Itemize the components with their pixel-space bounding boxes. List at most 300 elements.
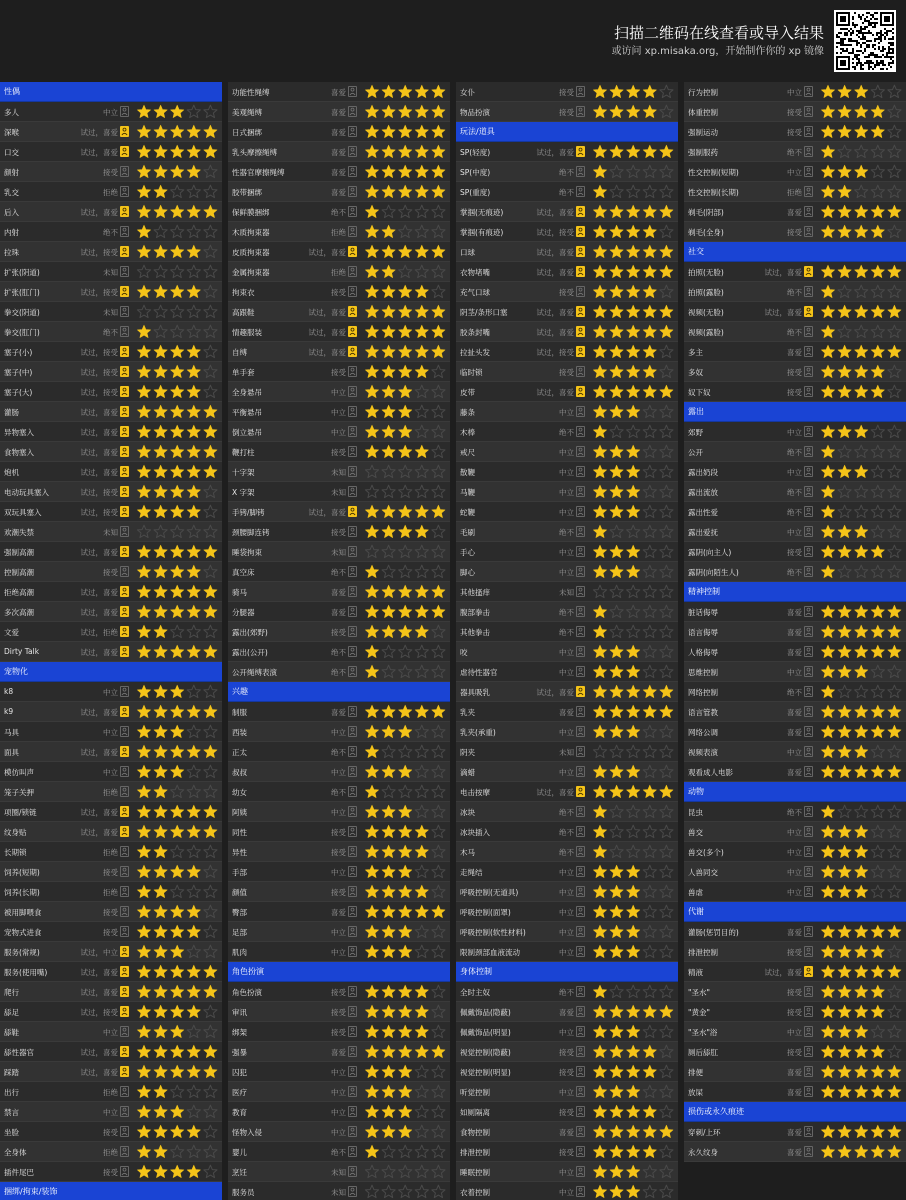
star-empty-icon[interactable] bbox=[204, 505, 217, 517]
star-filled-icon[interactable] bbox=[838, 305, 851, 317]
star-filled-icon[interactable] bbox=[382, 245, 395, 257]
star-empty-icon[interactable] bbox=[888, 945, 901, 957]
star-filled-icon[interactable] bbox=[204, 705, 217, 717]
star-filled-icon[interactable] bbox=[399, 345, 412, 357]
rating-stars[interactable] bbox=[364, 364, 448, 380]
rating-stars[interactable] bbox=[592, 504, 676, 520]
star-empty-icon[interactable] bbox=[871, 665, 884, 677]
star-filled-icon[interactable] bbox=[154, 885, 167, 897]
star-filled-icon[interactable] bbox=[432, 305, 445, 317]
tried-person-icon[interactable] bbox=[804, 326, 813, 337]
star-empty-icon[interactable] bbox=[187, 1105, 200, 1117]
star-empty-icon[interactable] bbox=[660, 585, 673, 597]
star-filled-icon[interactable] bbox=[838, 105, 851, 117]
star-filled-icon[interactable] bbox=[888, 1125, 901, 1137]
rating-stars[interactable] bbox=[820, 364, 904, 380]
star-filled-icon[interactable] bbox=[821, 125, 834, 137]
star-empty-icon[interactable] bbox=[154, 325, 167, 337]
tried-person-icon[interactable] bbox=[120, 906, 129, 917]
star-filled-icon[interactable] bbox=[643, 385, 656, 397]
star-empty-icon[interactable] bbox=[855, 185, 868, 197]
star-empty-icon[interactable] bbox=[610, 525, 623, 537]
star-filled-icon[interactable] bbox=[627, 1145, 640, 1157]
star-filled-icon[interactable] bbox=[627, 1165, 640, 1177]
rating-stars[interactable] bbox=[364, 184, 448, 200]
star-filled-icon[interactable] bbox=[415, 505, 428, 517]
star-filled-icon[interactable] bbox=[204, 1065, 217, 1077]
star-filled-icon[interactable] bbox=[593, 305, 606, 317]
star-empty-icon[interactable] bbox=[137, 525, 150, 537]
star-filled-icon[interactable] bbox=[204, 205, 217, 217]
tried-person-icon[interactable] bbox=[120, 406, 129, 417]
preference-row[interactable] bbox=[228, 1102, 450, 1122]
tried-person-icon[interactable] bbox=[576, 406, 585, 417]
star-filled-icon[interactable] bbox=[365, 185, 378, 197]
tried-person-icon[interactable] bbox=[120, 186, 129, 197]
preference-row[interactable] bbox=[0, 222, 222, 242]
star-filled-icon[interactable] bbox=[593, 525, 606, 537]
star-empty-icon[interactable] bbox=[187, 765, 200, 777]
star-filled-icon[interactable] bbox=[365, 865, 378, 877]
tried-person-icon[interactable] bbox=[120, 1146, 129, 1157]
preference-row[interactable] bbox=[684, 442, 906, 462]
tried-person-icon[interactable] bbox=[348, 406, 357, 417]
star-filled-icon[interactable] bbox=[627, 325, 640, 337]
star-filled-icon[interactable] bbox=[871, 545, 884, 557]
star-empty-icon[interactable] bbox=[838, 325, 851, 337]
star-empty-icon[interactable] bbox=[187, 885, 200, 897]
tried-person-icon[interactable] bbox=[576, 346, 585, 357]
star-filled-icon[interactable] bbox=[382, 405, 395, 417]
star-filled-icon[interactable] bbox=[593, 1085, 606, 1097]
rating-stars[interactable] bbox=[820, 104, 904, 120]
star-filled-icon[interactable] bbox=[154, 1005, 167, 1017]
rating-stars[interactable] bbox=[820, 444, 904, 460]
star-filled-icon[interactable] bbox=[365, 645, 378, 657]
tried-person-icon[interactable] bbox=[804, 566, 813, 577]
rating-stars[interactable] bbox=[136, 404, 220, 420]
star-filled-icon[interactable] bbox=[415, 165, 428, 177]
star-filled-icon[interactable] bbox=[187, 1065, 200, 1077]
star-empty-icon[interactable] bbox=[660, 905, 673, 917]
rating-stars[interactable] bbox=[820, 964, 904, 980]
tried-person-icon[interactable] bbox=[348, 1066, 357, 1077]
star-empty-icon[interactable] bbox=[204, 245, 217, 257]
star-empty-icon[interactable] bbox=[871, 825, 884, 837]
star-empty-icon[interactable] bbox=[154, 525, 167, 537]
preference-row[interactable] bbox=[0, 982, 222, 1002]
tried-person-icon[interactable] bbox=[804, 486, 813, 497]
star-empty-icon[interactable] bbox=[660, 1185, 673, 1197]
star-filled-icon[interactable] bbox=[855, 765, 868, 777]
star-filled-icon[interactable] bbox=[365, 305, 378, 317]
star-empty-icon[interactable] bbox=[415, 545, 428, 557]
preference-row[interactable] bbox=[0, 1082, 222, 1102]
star-filled-icon[interactable] bbox=[154, 945, 167, 957]
star-filled-icon[interactable] bbox=[137, 605, 150, 617]
preference-row[interactable] bbox=[228, 542, 450, 562]
preference-row[interactable] bbox=[684, 262, 906, 282]
rating-stars[interactable] bbox=[364, 1064, 448, 1080]
star-filled-icon[interactable] bbox=[821, 265, 834, 277]
star-filled-icon[interactable] bbox=[627, 785, 640, 797]
preference-row[interactable] bbox=[684, 562, 906, 582]
star-empty-icon[interactable] bbox=[399, 665, 412, 677]
star-filled-icon[interactable] bbox=[137, 505, 150, 517]
preference-row[interactable] bbox=[684, 922, 906, 942]
star-empty-icon[interactable] bbox=[643, 665, 656, 677]
star-filled-icon[interactable] bbox=[643, 1125, 656, 1137]
preference-row[interactable] bbox=[456, 522, 678, 542]
rating-stars[interactable] bbox=[364, 644, 448, 660]
tried-person-icon[interactable] bbox=[576, 846, 585, 857]
star-filled-icon[interactable] bbox=[888, 205, 901, 217]
star-filled-icon[interactable] bbox=[415, 845, 428, 857]
star-filled-icon[interactable] bbox=[137, 985, 150, 997]
preference-row[interactable] bbox=[0, 562, 222, 582]
star-filled-icon[interactable] bbox=[365, 1065, 378, 1077]
preference-row[interactable] bbox=[456, 182, 678, 202]
preference-row[interactable] bbox=[684, 1022, 906, 1042]
star-empty-icon[interactable] bbox=[888, 1025, 901, 1037]
rating-stars[interactable] bbox=[592, 1004, 676, 1020]
star-filled-icon[interactable] bbox=[171, 245, 184, 257]
preference-row[interactable] bbox=[0, 1162, 222, 1182]
star-filled-icon[interactable] bbox=[137, 205, 150, 217]
star-filled-icon[interactable] bbox=[399, 165, 412, 177]
star-filled-icon[interactable] bbox=[593, 105, 606, 117]
star-empty-icon[interactable] bbox=[660, 1065, 673, 1077]
star-empty-icon[interactable] bbox=[432, 1085, 445, 1097]
star-filled-icon[interactable] bbox=[627, 225, 640, 237]
star-filled-icon[interactable] bbox=[187, 485, 200, 497]
star-filled-icon[interactable] bbox=[382, 505, 395, 517]
tried-person-icon[interactable] bbox=[804, 1026, 813, 1037]
star-empty-icon[interactable] bbox=[415, 385, 428, 397]
star-filled-icon[interactable] bbox=[154, 1165, 167, 1177]
star-empty-icon[interactable] bbox=[838, 565, 851, 577]
rating-stars[interactable] bbox=[136, 864, 220, 880]
star-filled-icon[interactable] bbox=[187, 145, 200, 157]
tried-person-icon[interactable] bbox=[576, 786, 585, 797]
star-filled-icon[interactable] bbox=[855, 525, 868, 537]
star-empty-icon[interactable] bbox=[660, 345, 673, 357]
rating-stars[interactable] bbox=[136, 304, 220, 320]
tried-person-icon[interactable] bbox=[576, 426, 585, 437]
tried-person-icon[interactable] bbox=[348, 646, 357, 657]
star-filled-icon[interactable] bbox=[610, 245, 623, 257]
rating-stars[interactable] bbox=[364, 1144, 448, 1160]
star-filled-icon[interactable] bbox=[627, 485, 640, 497]
tried-person-icon[interactable] bbox=[804, 306, 813, 317]
star-filled-icon[interactable] bbox=[627, 705, 640, 717]
preference-row[interactable] bbox=[684, 422, 906, 442]
rating-stars[interactable] bbox=[364, 564, 448, 580]
star-empty-icon[interactable] bbox=[187, 1025, 200, 1037]
preference-row[interactable] bbox=[0, 682, 222, 702]
tried-person-icon[interactable] bbox=[804, 426, 813, 437]
rating-stars[interactable] bbox=[364, 244, 448, 260]
star-filled-icon[interactable] bbox=[821, 285, 834, 297]
tried-person-icon[interactable] bbox=[120, 1166, 129, 1177]
tried-person-icon[interactable] bbox=[576, 1186, 585, 1197]
preference-row[interactable] bbox=[228, 302, 450, 322]
star-filled-icon[interactable] bbox=[154, 785, 167, 797]
star-filled-icon[interactable] bbox=[137, 725, 150, 737]
star-filled-icon[interactable] bbox=[610, 465, 623, 477]
star-filled-icon[interactable] bbox=[855, 605, 868, 617]
rating-stars[interactable] bbox=[136, 464, 220, 480]
preference-row[interactable] bbox=[228, 422, 450, 442]
rating-stars[interactable] bbox=[820, 224, 904, 240]
star-filled-icon[interactable] bbox=[855, 105, 868, 117]
star-filled-icon[interactable] bbox=[365, 385, 378, 397]
star-filled-icon[interactable] bbox=[821, 225, 834, 237]
star-filled-icon[interactable] bbox=[838, 185, 851, 197]
star-empty-icon[interactable] bbox=[888, 985, 901, 997]
star-filled-icon[interactable] bbox=[627, 1105, 640, 1117]
star-filled-icon[interactable] bbox=[610, 285, 623, 297]
star-filled-icon[interactable] bbox=[643, 305, 656, 317]
preference-row[interactable] bbox=[684, 1122, 906, 1142]
preference-row[interactable] bbox=[456, 1182, 678, 1200]
star-filled-icon[interactable] bbox=[382, 385, 395, 397]
rating-stars[interactable] bbox=[592, 724, 676, 740]
star-empty-icon[interactable] bbox=[204, 305, 217, 317]
star-empty-icon[interactable] bbox=[187, 105, 200, 117]
rating-stars[interactable] bbox=[820, 924, 904, 940]
tried-person-icon[interactable] bbox=[804, 746, 813, 757]
star-empty-icon[interactable] bbox=[660, 605, 673, 617]
star-empty-icon[interactable] bbox=[382, 565, 395, 577]
star-empty-icon[interactable] bbox=[204, 1085, 217, 1097]
star-filled-icon[interactable] bbox=[382, 765, 395, 777]
tried-person-icon[interactable] bbox=[576, 766, 585, 777]
rating-stars[interactable] bbox=[820, 504, 904, 520]
star-empty-icon[interactable] bbox=[432, 365, 445, 377]
star-empty-icon[interactable] bbox=[432, 745, 445, 757]
star-filled-icon[interactable] bbox=[204, 1045, 217, 1057]
preference-row[interactable] bbox=[684, 342, 906, 362]
star-filled-icon[interactable] bbox=[593, 685, 606, 697]
tried-person-icon[interactable] bbox=[120, 446, 129, 457]
star-filled-icon[interactable] bbox=[137, 1145, 150, 1157]
star-empty-icon[interactable] bbox=[643, 405, 656, 417]
tried-person-icon[interactable] bbox=[120, 1086, 129, 1097]
rating-stars[interactable] bbox=[820, 844, 904, 860]
star-filled-icon[interactable] bbox=[593, 485, 606, 497]
star-filled-icon[interactable] bbox=[855, 925, 868, 937]
star-filled-icon[interactable] bbox=[855, 1005, 868, 1017]
preference-row[interactable] bbox=[0, 1002, 222, 1022]
rating-stars[interactable] bbox=[364, 664, 448, 680]
star-filled-icon[interactable] bbox=[855, 705, 868, 717]
star-empty-icon[interactable] bbox=[871, 1025, 884, 1037]
star-empty-icon[interactable] bbox=[838, 445, 851, 457]
star-filled-icon[interactable] bbox=[399, 85, 412, 97]
star-filled-icon[interactable] bbox=[821, 1145, 834, 1157]
rating-stars[interactable] bbox=[364, 924, 448, 940]
star-filled-icon[interactable] bbox=[821, 745, 834, 757]
star-filled-icon[interactable] bbox=[627, 285, 640, 297]
star-filled-icon[interactable] bbox=[593, 1105, 606, 1117]
star-filled-icon[interactable] bbox=[643, 225, 656, 237]
star-empty-icon[interactable] bbox=[382, 645, 395, 657]
star-filled-icon[interactable] bbox=[610, 1125, 623, 1137]
star-empty-icon[interactable] bbox=[888, 685, 901, 697]
star-empty-icon[interactable] bbox=[399, 745, 412, 757]
preference-row[interactable] bbox=[228, 562, 450, 582]
rating-stars[interactable] bbox=[592, 484, 676, 500]
star-filled-icon[interactable] bbox=[399, 865, 412, 877]
rating-stars[interactable] bbox=[364, 424, 448, 440]
star-filled-icon[interactable] bbox=[838, 125, 851, 137]
star-empty-icon[interactable] bbox=[382, 1145, 395, 1157]
star-filled-icon[interactable] bbox=[137, 1005, 150, 1017]
star-empty-icon[interactable] bbox=[187, 945, 200, 957]
tried-person-icon[interactable] bbox=[804, 86, 813, 97]
star-filled-icon[interactable] bbox=[627, 365, 640, 377]
star-filled-icon[interactable] bbox=[838, 1045, 851, 1057]
star-filled-icon[interactable] bbox=[660, 385, 673, 397]
rating-stars[interactable] bbox=[592, 884, 676, 900]
rating-stars[interactable] bbox=[592, 1084, 676, 1100]
star-filled-icon[interactable] bbox=[432, 345, 445, 357]
tried-person-icon[interactable] bbox=[804, 366, 813, 377]
tried-person-icon[interactable] bbox=[348, 1026, 357, 1037]
star-filled-icon[interactable] bbox=[838, 385, 851, 397]
star-empty-icon[interactable] bbox=[660, 445, 673, 457]
star-filled-icon[interactable] bbox=[610, 1005, 623, 1017]
star-filled-icon[interactable] bbox=[382, 845, 395, 857]
rating-stars[interactable] bbox=[592, 564, 676, 580]
rating-stars[interactable] bbox=[136, 1064, 220, 1080]
rating-stars[interactable] bbox=[592, 104, 676, 120]
star-filled-icon[interactable] bbox=[187, 585, 200, 597]
star-filled-icon[interactable] bbox=[610, 1185, 623, 1197]
tried-person-icon[interactable] bbox=[804, 666, 813, 677]
rating-stars[interactable] bbox=[820, 464, 904, 480]
preference-row[interactable] bbox=[684, 1062, 906, 1082]
star-filled-icon[interactable] bbox=[171, 685, 184, 697]
star-filled-icon[interactable] bbox=[187, 465, 200, 477]
rating-stars[interactable] bbox=[592, 624, 676, 640]
rating-stars[interactable] bbox=[364, 324, 448, 340]
tried-person-icon[interactable] bbox=[804, 1046, 813, 1057]
rating-stars[interactable] bbox=[364, 124, 448, 140]
star-filled-icon[interactable] bbox=[382, 1045, 395, 1057]
star-empty-icon[interactable] bbox=[660, 525, 673, 537]
star-filled-icon[interactable] bbox=[415, 245, 428, 257]
star-filled-icon[interactable] bbox=[171, 105, 184, 117]
star-filled-icon[interactable] bbox=[871, 125, 884, 137]
star-empty-icon[interactable] bbox=[432, 645, 445, 657]
tried-person-icon[interactable] bbox=[120, 946, 129, 957]
star-empty-icon[interactable] bbox=[888, 825, 901, 837]
star-filled-icon[interactable] bbox=[593, 705, 606, 717]
star-filled-icon[interactable] bbox=[382, 345, 395, 357]
star-filled-icon[interactable] bbox=[821, 205, 834, 217]
rating-stars[interactable] bbox=[592, 1044, 676, 1060]
rating-stars[interactable] bbox=[820, 564, 904, 580]
star-filled-icon[interactable] bbox=[382, 365, 395, 377]
star-empty-icon[interactable] bbox=[888, 465, 901, 477]
star-empty-icon[interactable] bbox=[660, 845, 673, 857]
star-empty-icon[interactable] bbox=[432, 885, 445, 897]
rating-stars[interactable] bbox=[820, 384, 904, 400]
star-empty-icon[interactable] bbox=[660, 85, 673, 97]
tried-person-icon[interactable] bbox=[804, 386, 813, 397]
preference-row[interactable] bbox=[228, 1182, 450, 1200]
star-empty-icon[interactable] bbox=[399, 225, 412, 237]
star-empty-icon[interactable] bbox=[888, 445, 901, 457]
star-empty-icon[interactable] bbox=[399, 465, 412, 477]
tried-person-icon[interactable] bbox=[348, 246, 357, 257]
star-filled-icon[interactable] bbox=[171, 745, 184, 757]
tried-person-icon[interactable] bbox=[348, 366, 357, 377]
rating-stars[interactable] bbox=[592, 344, 676, 360]
rating-stars[interactable] bbox=[136, 444, 220, 460]
preference-row[interactable] bbox=[456, 802, 678, 822]
star-filled-icon[interactable] bbox=[154, 1145, 167, 1157]
tried-person-icon[interactable] bbox=[576, 206, 585, 217]
star-filled-icon[interactable] bbox=[610, 85, 623, 97]
preference-row[interactable] bbox=[0, 402, 222, 422]
star-empty-icon[interactable] bbox=[415, 945, 428, 957]
star-filled-icon[interactable] bbox=[415, 885, 428, 897]
star-empty-icon[interactable] bbox=[888, 1005, 901, 1017]
rating-stars[interactable] bbox=[364, 1024, 448, 1040]
star-filled-icon[interactable] bbox=[137, 445, 150, 457]
star-empty-icon[interactable] bbox=[871, 565, 884, 577]
star-filled-icon[interactable] bbox=[137, 565, 150, 577]
tried-person-icon[interactable] bbox=[576, 546, 585, 557]
rating-stars[interactable] bbox=[136, 104, 220, 120]
star-empty-icon[interactable] bbox=[382, 465, 395, 477]
preference-row[interactable] bbox=[684, 462, 906, 482]
star-filled-icon[interactable] bbox=[821, 945, 834, 957]
rating-stars[interactable] bbox=[592, 604, 676, 620]
preference-row[interactable] bbox=[684, 862, 906, 882]
star-filled-icon[interactable] bbox=[365, 105, 378, 117]
star-filled-icon[interactable] bbox=[593, 905, 606, 917]
star-empty-icon[interactable] bbox=[871, 685, 884, 697]
rating-stars[interactable] bbox=[136, 424, 220, 440]
star-filled-icon[interactable] bbox=[855, 1045, 868, 1057]
star-filled-icon[interactable] bbox=[593, 285, 606, 297]
star-empty-icon[interactable] bbox=[660, 185, 673, 197]
star-filled-icon[interactable] bbox=[871, 105, 884, 117]
star-filled-icon[interactable] bbox=[888, 1065, 901, 1077]
star-filled-icon[interactable] bbox=[171, 125, 184, 137]
star-empty-icon[interactable] bbox=[660, 485, 673, 497]
star-filled-icon[interactable] bbox=[415, 105, 428, 117]
star-filled-icon[interactable] bbox=[855, 985, 868, 997]
rating-stars[interactable] bbox=[592, 784, 676, 800]
preference-row[interactable] bbox=[684, 1082, 906, 1102]
rating-stars[interactable] bbox=[592, 1184, 676, 1200]
rating-stars[interactable] bbox=[820, 624, 904, 640]
rating-stars[interactable] bbox=[136, 544, 220, 560]
star-filled-icon[interactable] bbox=[855, 945, 868, 957]
star-empty-icon[interactable] bbox=[888, 505, 901, 517]
star-filled-icon[interactable] bbox=[821, 685, 834, 697]
rating-stars[interactable] bbox=[592, 1164, 676, 1180]
star-filled-icon[interactable] bbox=[365, 825, 378, 837]
star-empty-icon[interactable] bbox=[871, 485, 884, 497]
rating-stars[interactable] bbox=[592, 804, 676, 820]
rating-stars[interactable] bbox=[592, 264, 676, 280]
